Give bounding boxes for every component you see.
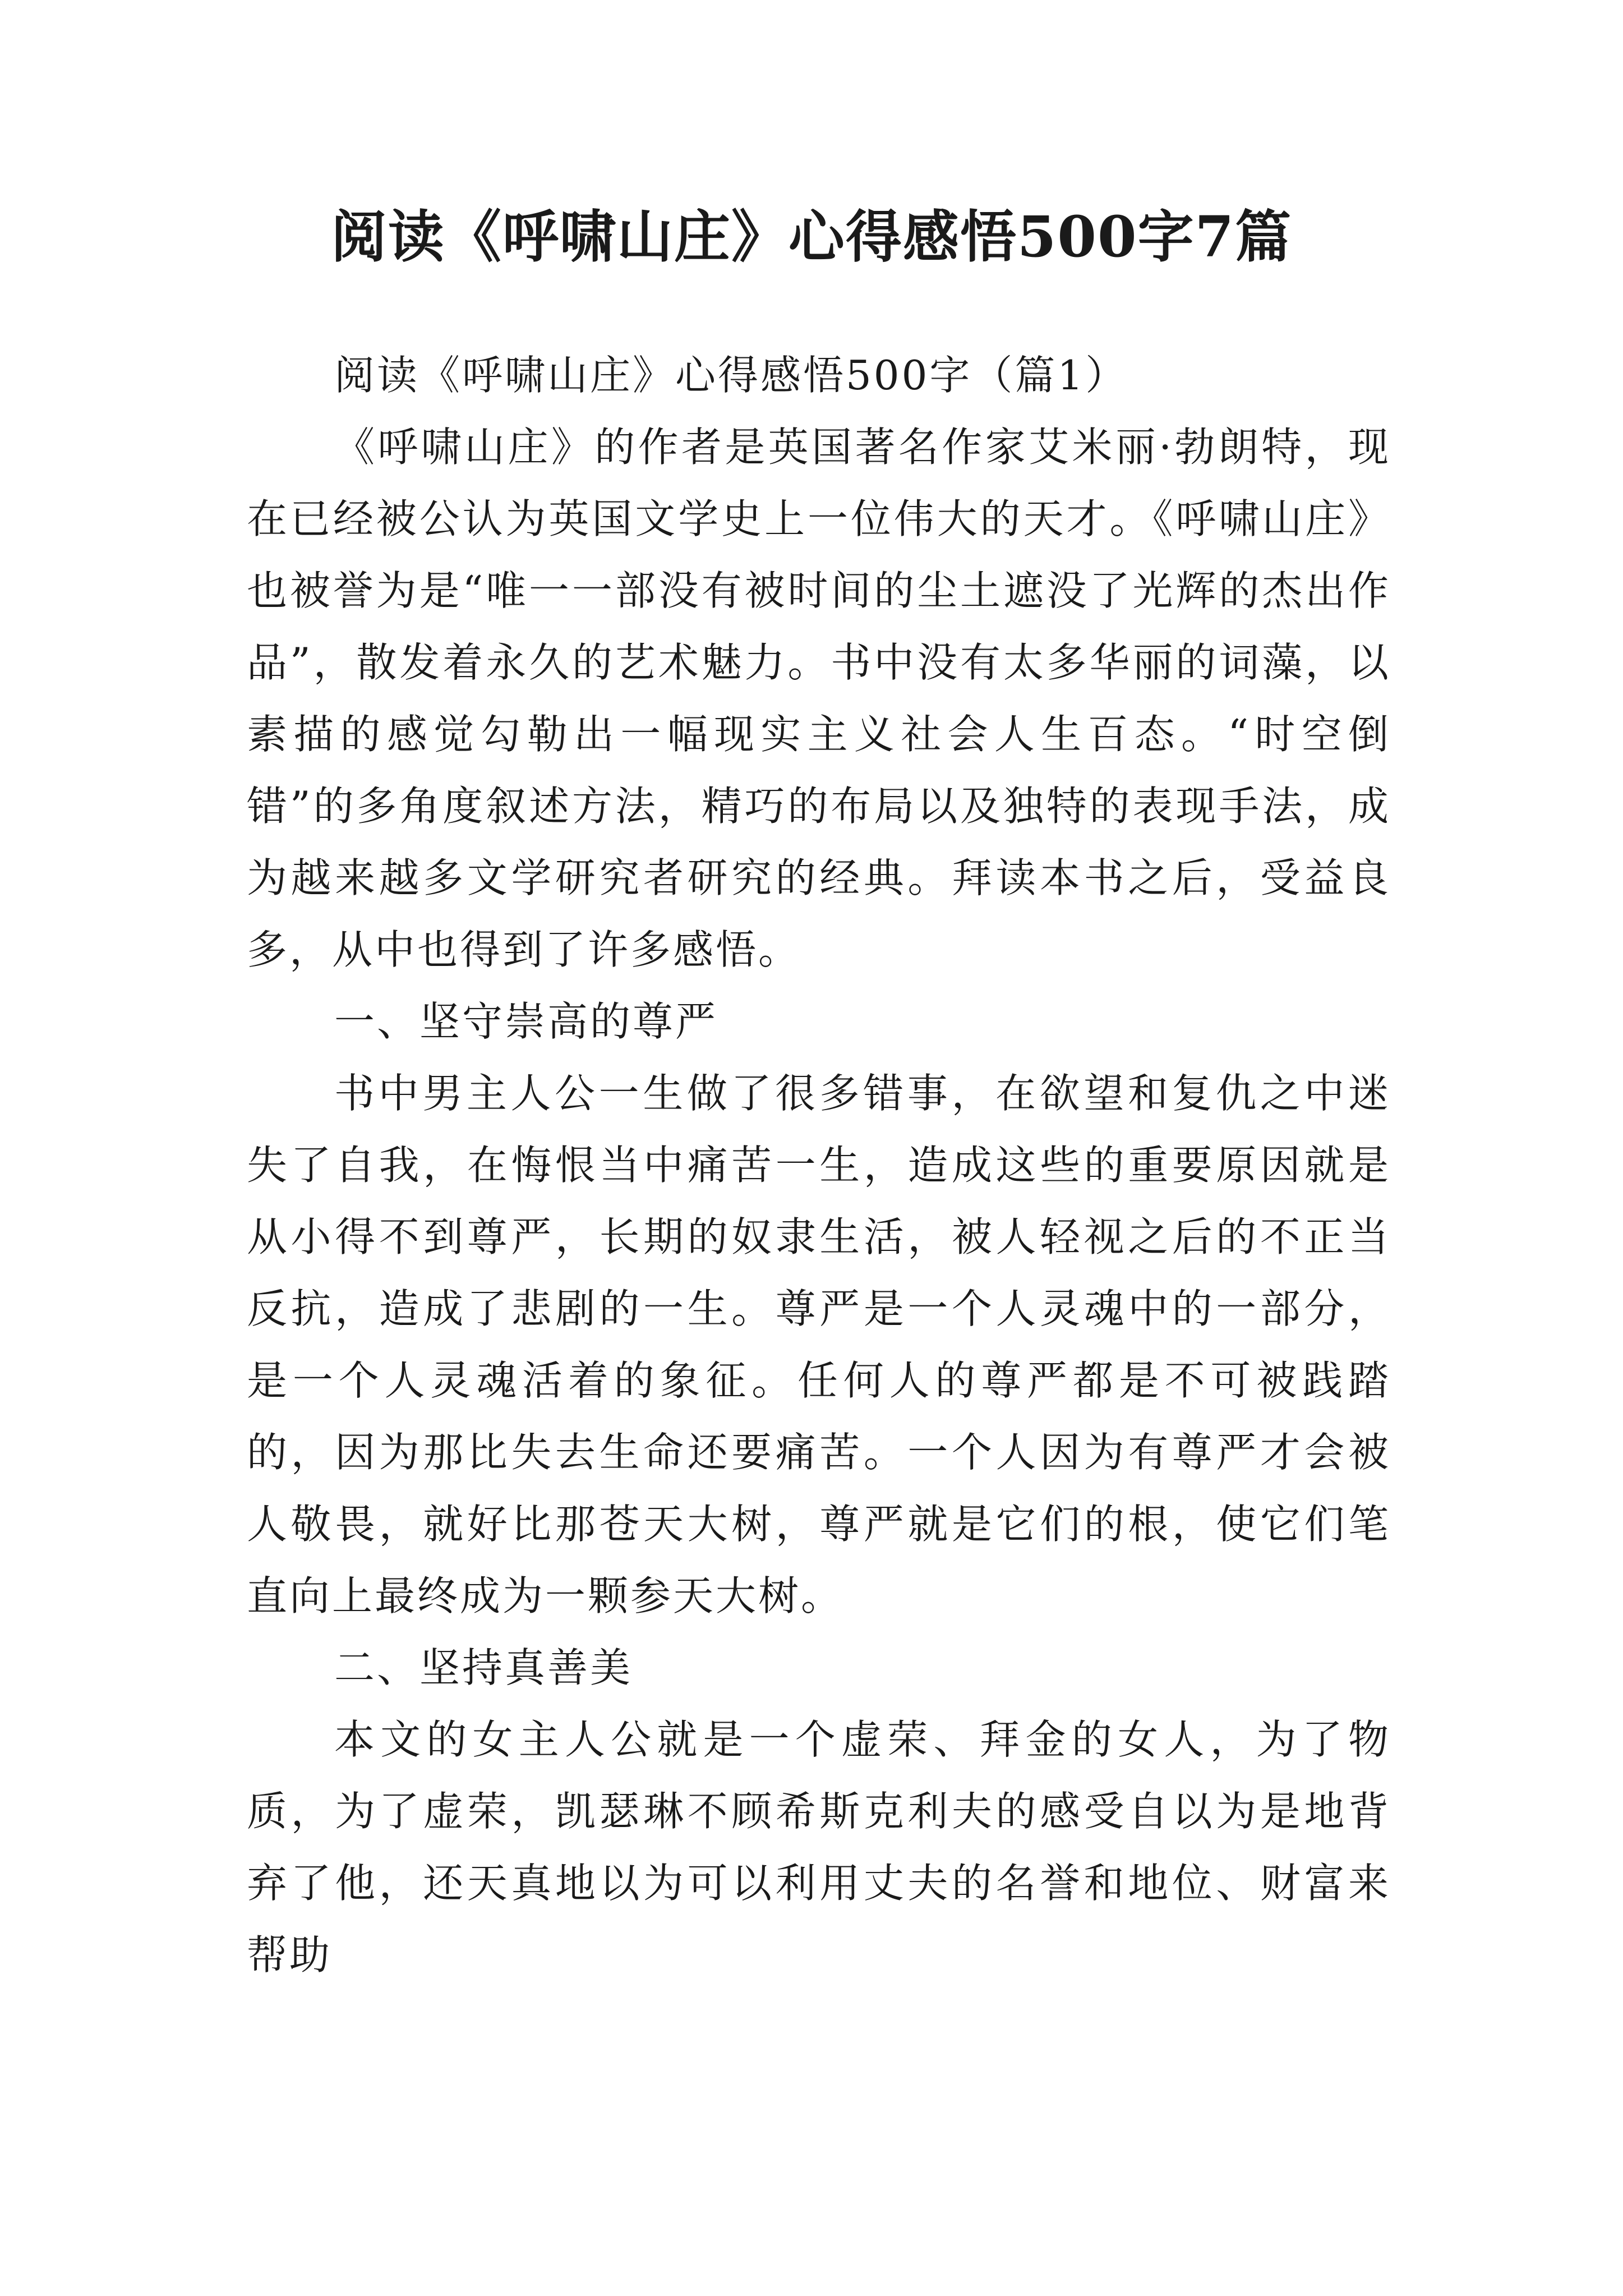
document-title: 阅读《呼啸山庄》心得感悟500字7篇 xyxy=(330,204,1293,270)
paragraph-dignity: 书中男主人公一生做了很多错事，在欲望和复仇之中迷失了自我，在悔恨当中痛苦一生，造成这些的重要原因就是从小得不到尊严，长期的奴隶生活，被人轻视之后的不正当反抗，造成了悲剧的一生。尊严是一个人灵魂中的一部分，是一个人灵魂活着的象征。任何人的尊严都是不可被践踏的，因为那比失去生命还要痛苦。一个人因为有尊严才会被人敬畏，就好比那苍天大树，尊严就是它们的根，使它们笔直向上最终成为一颗参天大树。 xyxy=(247,1070,1391,1619)
paragraph-truth-goodness-beauty: 本文的女主人公就是一个虚荣、拜金的女人，为了物质，为了虚荣，凯瑟琳不顾希斯克利夫的感受自以为是地背弃了他，还天真地以为可以利用丈夫的名誉和地位、财富来帮助 xyxy=(247,1716,1391,1978)
paragraph-intro: 《呼啸山庄》的作者是英国著名作家艾米丽·勃朗特，现在已经被公认为英国文学史上一位伟大的天才。《呼啸山庄》也被誉为是“唯一一部没有被时间的尘土遮没了光辉的杰出作品”，散发着永久的艺术魅力。书中没有太多华丽的词藻，以素描的感觉勾勒出一幅现实主义社会人生百态。“时空倒错”的多角度叙述方法，精巧的布局以及独特的表现手法，成为越来越多文学研究者研究的经典。拜读本书之后，受益良多，从中也得到了许多感悟。 xyxy=(247,424,1391,973)
section-heading-2: 二、坚持真善美 xyxy=(334,1644,633,1691)
document-body xyxy=(247,339,1391,1991)
section-heading-1: 一、坚守崇高的尊严 xyxy=(334,998,718,1045)
article-subtitle: 阅读《呼啸山庄》心得感悟500字（篇1） xyxy=(334,352,1128,399)
